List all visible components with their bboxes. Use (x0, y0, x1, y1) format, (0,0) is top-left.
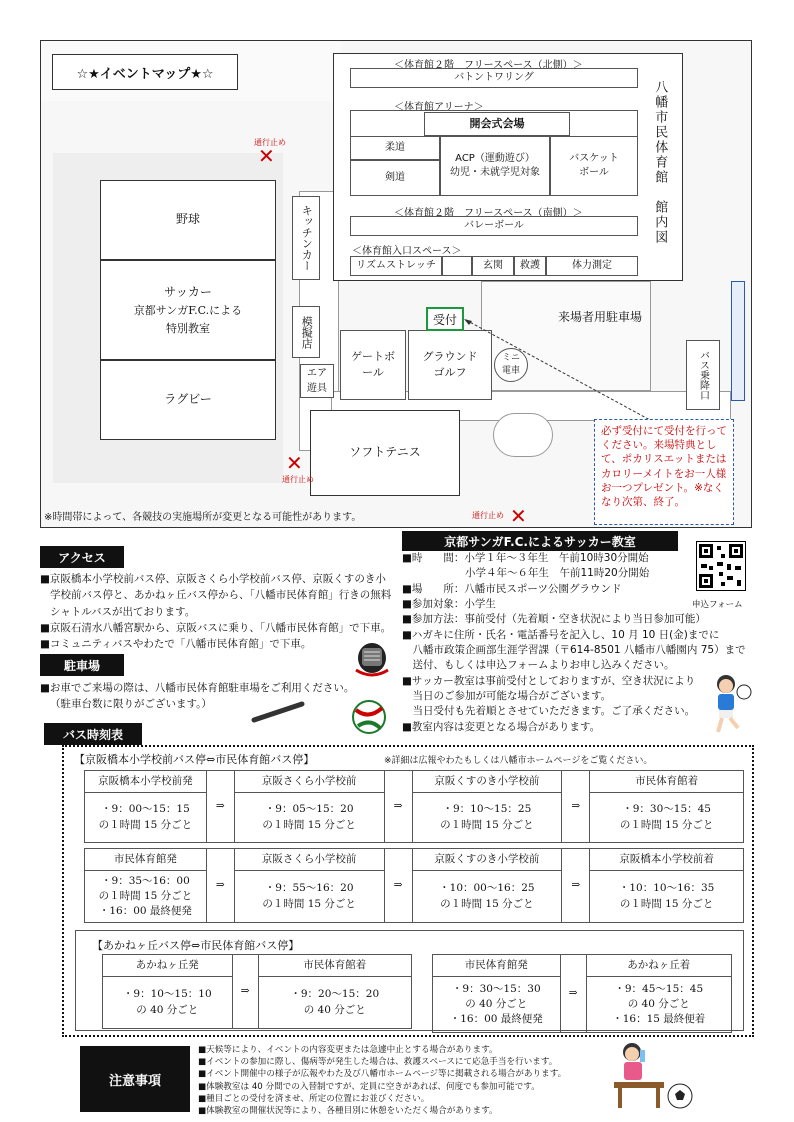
soccer-line: 当日のご参加が可能な場合がございます。 (402, 689, 612, 702)
no-entry-label-2: 通行止め (282, 475, 314, 484)
stop-head: 市民体育館発 (433, 955, 561, 977)
soccer-line: 八幡市政策企画部生涯学習課（〒614-8501 八幡市八幡園内 75）まで (402, 643, 746, 656)
soccer-line: ■参加方法：事前受付（先着順・空き状況により当日参加可能） (402, 613, 706, 626)
map-footnote: ※時間帯によって、各競技の実施場所が変更となる可能性があります。 (44, 512, 362, 523)
kitchen-car (292, 196, 320, 280)
basketball-label-2: ボール (579, 167, 609, 178)
bus-header: バス時刻表 (44, 723, 142, 745)
volleyball-icon (350, 698, 388, 736)
soccer-line: ■場 所：八幡市民スポーツ公園グラウンド (402, 582, 622, 595)
time-cell: ・9：10～15：25 の１時間 15 分ごと (412, 793, 562, 843)
entrance-label: 玄関 (483, 260, 503, 271)
basketball-area (550, 136, 638, 196)
time-cell: ・9：45～15：45 の 40 分ごと ・16：15 最終便着 (586, 977, 732, 1033)
access-line: ■京阪石清水八幡宮駅から、京阪バスに乗り、「八幡市民体育館」で下車。 (40, 621, 392, 634)
gym-south-caption: ＜体育館２階 フリースペース（南側）＞ (394, 208, 583, 219)
soccer-field (100, 260, 276, 360)
basketball-label-1: バスケット (569, 153, 619, 164)
soccer-note-1: 京都サンガF.C.による (133, 304, 243, 317)
route2-return-table (432, 954, 732, 1033)
parking-list (40, 680, 360, 713)
access-line: ■コミュニティバスやわたで「八幡市民体育館」で下車。 (40, 638, 312, 651)
kitchen-car-label: キッチンカー (300, 205, 314, 271)
judo-area (350, 136, 440, 160)
soft-tennis-label: ソフトテニス (349, 445, 421, 460)
no-entry-icon: ✕ (286, 451, 303, 475)
no-entry-label-3: 通行止め (472, 511, 504, 520)
first-aid-label: 救護 (520, 260, 540, 271)
time-cell: ・9：30～15：30 の 40 分ごと ・16：00 最終便発 (433, 977, 561, 1033)
acp-area (440, 136, 550, 196)
caution-line: ■天候等により、イベントの内容変更または急遽中止とする場合があります。 (198, 1045, 498, 1055)
acp-label-1: ACP（運動遊び） (455, 153, 535, 164)
arrow-icon: ⇒ (562, 771, 590, 843)
access-line: シャトルバスが出ております。 (50, 605, 196, 618)
soccer-girl-icon (706, 672, 752, 736)
stop-head: あかねヶ丘発 (103, 955, 233, 977)
no-entry-icon: ✕ (258, 144, 275, 168)
arrow-icon: ⇒ (206, 771, 234, 843)
caution-line: ■種目ごとの受付を済ませ、所定の位置にお並びください。 (198, 1093, 430, 1104)
baseball-bat-icon (250, 700, 306, 724)
time-cell: ・10：00～16：25 の１時間 15 分ごと (412, 871, 562, 923)
route1-outbound-table (84, 770, 744, 843)
stop-head: 市民体育館着 (258, 955, 412, 977)
baton-label: バトントワリング (454, 72, 534, 83)
bus-stop (686, 340, 720, 410)
gateball-area (340, 330, 406, 400)
stop-head: 市民体育館発 (85, 849, 207, 871)
fitness-label: 体力測定 (572, 260, 612, 271)
stop-head: 京阪くすのき小学校前 (412, 849, 562, 871)
caution-line: ■体験教室は 40 分間での入替制ですが、定員に空きがあれば、何度でも参加可能です。 (198, 1081, 540, 1092)
stop-head: 京阪くすのき小学校前 (412, 771, 562, 793)
acp-label-2: 幼児・未就学児対象 (450, 167, 540, 178)
time-cell: ・9：30～15：45 の１時間 15 分ごと (590, 793, 744, 843)
soccer-line: 送付、もしくは申込フォームよりお申し込みください。 (402, 659, 675, 672)
stop-head: あかねヶ丘着 (586, 955, 732, 977)
soccer-note-2: 特別教室 (166, 321, 210, 335)
entrance-area (472, 256, 514, 276)
parking-line: ■お車でご来場の際は、八幡市民体育館駐車場をご利用ください。 (40, 682, 355, 694)
parking-label: 来場者用駐車場 (558, 310, 643, 324)
access-line: 学校前バス停と、あかねヶ丘バス停から、「八幡市民体育館」行きの無料 (50, 589, 392, 602)
time-cell: ・9：35～16：00 の１時間 15 分ごと ・16：00 最終便発 (85, 871, 207, 923)
qr-label: 申込フォーム (692, 600, 743, 610)
resting-girl-icon (606, 1040, 696, 1112)
gym-side-label: 八幡市民体育館 館内図 (652, 80, 668, 245)
stop-head: 市民体育館着 (590, 771, 744, 793)
stop-head: 京阪橋本小学校前着 (590, 849, 744, 871)
baseball-label: 野球 (175, 212, 200, 227)
volleyball-label: バレーボール (464, 220, 524, 231)
soft-tennis-court (310, 410, 460, 496)
no-entry-label-1: 通行止め (254, 138, 286, 147)
rugby-label: ラグビー (164, 392, 212, 407)
qr-code[interactable] (696, 541, 746, 591)
caution-line: ■イベントの参加に際し、傷病等が発生した場合は、救護スペースにて応急手当を行います。 (198, 1057, 558, 1068)
judo-label: 柔道 (385, 142, 405, 153)
route1-return-table (84, 848, 744, 923)
access-header: アクセス (40, 546, 124, 568)
soccer-line: ■サッカー教室は事前受付としておりますが、空き状況により (402, 674, 696, 687)
gym-arena-caption: ＜体育館アリーナ＞ (394, 102, 484, 113)
parking-line: （駐車台数に限りがございます。） (50, 698, 212, 711)
time-cell: ・9：20～15：20 の 40 分ごと (258, 977, 412, 1029)
fitness-test-area (546, 256, 638, 276)
soccer-header: 京都サンガF.C.によるサッカー教室 (402, 531, 678, 551)
blank-cell (442, 256, 472, 276)
baton-area (350, 68, 638, 88)
caution-line: ■イベント開催中の様子が広報やわた及び八幡市ホームページ等に掲載される場合があります。 (198, 1069, 567, 1080)
receipt-pointer-line (460, 316, 660, 426)
receipt-desk (426, 307, 464, 331)
mini-train-label: ミニ電車 (501, 352, 520, 376)
opening-label: 開会式会場 (469, 117, 525, 131)
access-line: ■京阪橋本小学校前バス停、京阪さくら小学校前バス停、京阪くすのき小 (40, 573, 386, 585)
gateball-label: ゲートボール (351, 349, 395, 379)
soccer-label: サッカー (164, 284, 212, 299)
route2-outbound-table (102, 954, 412, 1029)
qr-code-icon (697, 542, 745, 590)
stop-head: 京阪橋本小学校前発 (85, 771, 207, 793)
groundgolf-label: グラウンドゴルフ (422, 349, 478, 379)
mock-shop (292, 306, 320, 358)
time-cell: ・10：10～16：35 の１時間 15 分ごと (590, 871, 744, 923)
route1-note: ※詳細は広報やわたもしくは八幡市ホームページをご覧ください。 (384, 756, 653, 766)
parking-header: 駐車場 (40, 654, 124, 676)
volleyball-area (350, 216, 638, 236)
soccer-line: 小学４年～６年生 午前11時20分開始 (402, 567, 650, 580)
arrow-icon: ⇒ (232, 955, 258, 1029)
route2-title: 【あかねヶ丘バス停⇔市民体育館バス停】 (92, 939, 300, 952)
kendo-mask-icon (350, 640, 394, 680)
receipt-label: 受付 (432, 312, 457, 327)
opening-ceremony-area (424, 112, 570, 136)
river (731, 281, 745, 401)
soccer-line: ■参加対象：小学生 (402, 597, 496, 610)
arrow-icon: ⇒ (384, 771, 412, 843)
soccer-line: ■時 間：小学１年～３年生 午前10時30分開始 (402, 552, 649, 564)
arrow-icon: ⇒ (206, 849, 234, 923)
kendo-label: 剣道 (385, 172, 405, 183)
time-cell: ・9：55～16：20 の１時間 15 分ごと (234, 871, 384, 923)
baseball-field (100, 180, 276, 260)
caution-header: 注意事項 (80, 1046, 190, 1112)
caution-line: ■体験教室の開催状況等により、各種目別に休憩をいただく場合があります。 (198, 1106, 498, 1117)
arrow-icon: ⇒ (562, 849, 590, 923)
gym-floor-plan (333, 53, 683, 281)
rugby-field (100, 360, 276, 440)
gym-north-caption: ＜体育館２階 フリースペース（北側）＞ (394, 60, 583, 71)
air-toy (300, 364, 334, 398)
mock-shop-label: 模擬店 (300, 315, 314, 349)
rhythm-area (350, 256, 442, 276)
soccer-line: 当日受付も先着順とさせていただきます。ご了承ください。 (402, 705, 696, 718)
access-list (40, 571, 400, 652)
map-title: ☆★イベントマップ★☆ (52, 54, 238, 90)
route1-title: 【京阪橋本小学校前バス停⇔市民体育館バス停】 (74, 753, 315, 766)
gym-entrance-caption: ＜体育館入口スペース＞ (352, 246, 462, 257)
time-cell: ・9：05～15：20 の１時間 15 分ごと (234, 793, 384, 843)
time-cell: ・9：00～15：15 の１時間 15 分ごと (85, 793, 207, 843)
time-cell: ・9：10～15：10 の 40 分ごと (103, 977, 233, 1029)
soccer-line: ■ハガキに住所・氏名・電話番号を記入し、10 月 10 日(金)までに (402, 628, 720, 641)
receipt-note: 必ず受付にて受付を行ってください。来場特典として、ポカリスエットまたはカロリーメイトをお一人様お一つプレゼント。※なくなり次第、終了。 (594, 419, 734, 525)
arrow-icon: ⇒ (384, 849, 412, 923)
air-toy-label: エア遊具 (307, 368, 327, 394)
caution-list (198, 1044, 566, 1117)
rhythm-label: リズムストレッチ (356, 260, 436, 271)
arrow-icon: ⇒ (560, 955, 586, 1033)
no-entry-icon: ✕ (510, 504, 527, 528)
stop-head: 京阪さくら小学校前 (234, 771, 384, 793)
stop-head: 京阪さくら小学校前 (234, 849, 384, 871)
soccer-line: ■教室内容は変更となる場合があります。 (402, 720, 601, 733)
first-aid-area (514, 256, 546, 276)
bus-stop-label: バス乗降口 (697, 350, 709, 400)
kendo-area (350, 160, 440, 196)
